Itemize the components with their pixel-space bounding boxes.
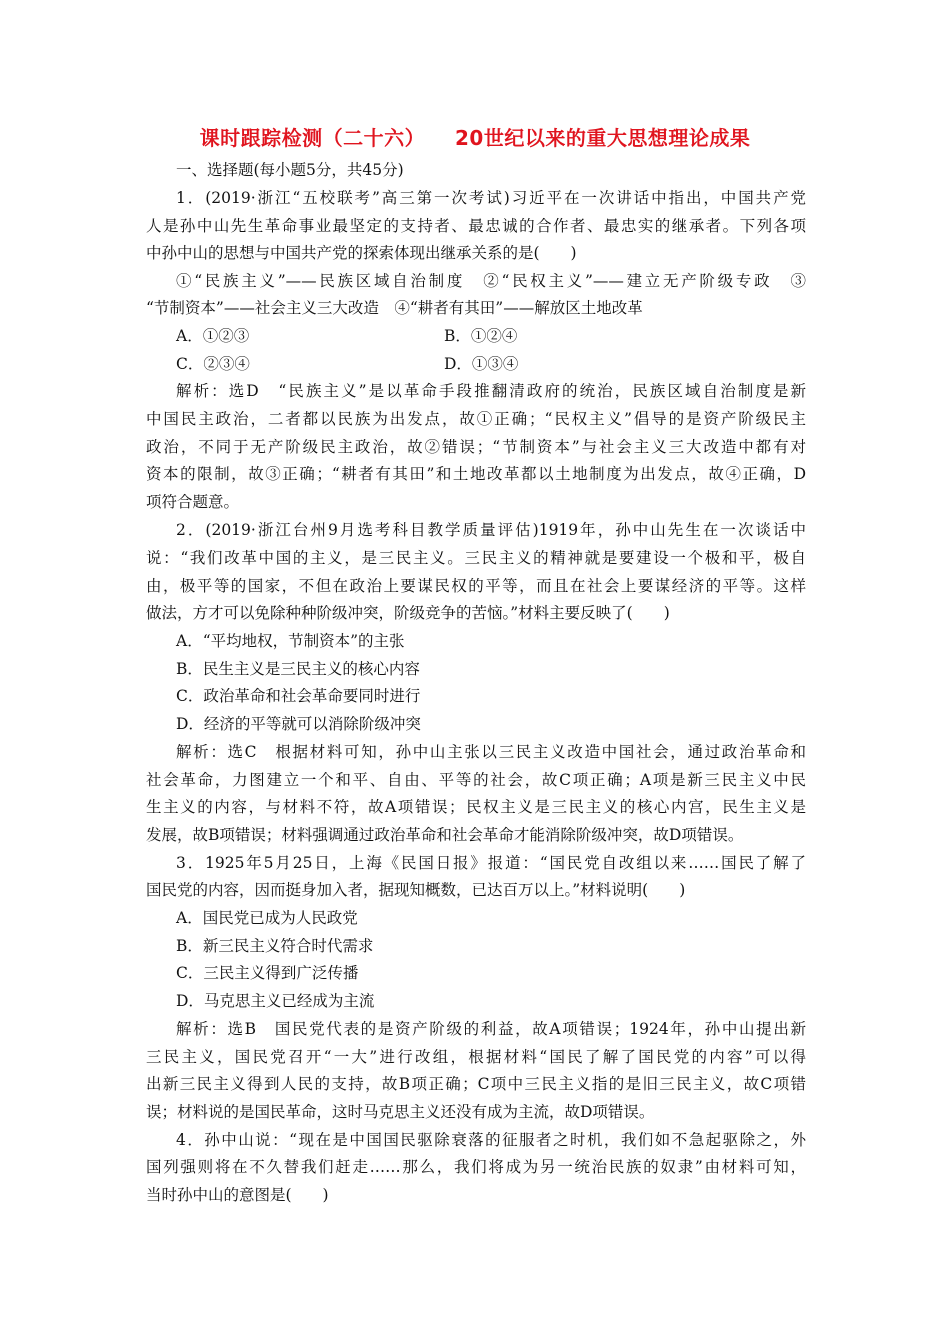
question-stem-line: 4．孙中山说：“现在是中国国民驱除衰落的征服者之时机，我们如不急起驱除之，外 [176, 1131, 806, 1149]
option-a: A．“平均地权，节制资本”的主张 [176, 632, 405, 650]
option-d: D．①③④ [444, 355, 519, 373]
question-stem-line: 国列强则将在不久替我们赶走……那么，我们将成为另一统治民族的奴隶”由材料可知， [146, 1158, 806, 1176]
answer-line: 政治，不同于无产阶级民主政治，故②错误；“节制资本”与社会主义三大改造中都有对 [146, 438, 806, 456]
option-b: B．①②④ [444, 327, 518, 345]
answer-line: 三民主义，国民党召开“一大”进行改组，根据材料“国民了解了国民党的内容”可以得 [146, 1048, 806, 1066]
option-a: A．国民党已成为人民政党 [176, 909, 358, 927]
option-d: D．马克思主义已经成为主流 [176, 992, 375, 1010]
answer-line: 生主义的内容，与材料不符，故A项错误；民权主义是三民主义的核心内宫，民生主义是 [146, 798, 806, 816]
answer-line: 资本的限制，故③正确；“耕者有其田”和土地改革都以土地制度为出发点，故④正确，D [146, 465, 806, 483]
answer-line: 项符合题意。 [146, 493, 240, 511]
question-stem-line: 做法，方才可以免除种种阶级冲突，阶级竞争的苦恼。”材料主要反映了( ) [146, 604, 670, 622]
question-stem-line: 由，极平等的国家，不但在政治上要谋民权的平等，而且在社会上要谋经济的平等。这样 [146, 577, 806, 595]
answer-line: 出新三民主义得到人民的支持，故B项正确；C项中三民主义指的是旧三民主义，故C项错 [146, 1075, 806, 1093]
answer-line: 社会革命，力图建立一个和平、自由、平等的社会，故C项正确；A项是新三民主义中民 [146, 771, 806, 789]
answer-line: 中国民主政治，二者都以民族为出发点，故①正确；“民权主义”倡导的是资产阶级民主 [146, 410, 806, 428]
section-heading: 一、选择题(每小题5分，共45分) [176, 161, 404, 179]
answer-line: 解析：选C 根据材料可知，孙中山主张以三民主义改造中国社会，通过政治革命和 [176, 743, 806, 761]
option-c: C．政治革命和社会革命要同时进行 [176, 687, 421, 705]
question-stem-line: 3．1925年5月25日，上海《民国日报》报道：“国民党自改组以来……国民了解了 [176, 854, 806, 872]
answer-line: 误；材料说的是国民革命，这时马克思主义还没有成为主流，故D项错误。 [146, 1103, 655, 1121]
question-stem-line: 人是孙中山先生革命事业最坚定的支持者、最忠诚的合作者、最忠实的继承者。下列各项 [146, 217, 806, 235]
option-d: D．经济的平等就可以消除阶级冲突 [176, 715, 421, 733]
statement-line: “节制资本”——社会主义三大改造 ④“耕者有其田”——解放区土地改革 [146, 299, 643, 317]
question-stem-line: 中孙中山的思想与中国共产党的探索体现出继承关系的是( ) [146, 244, 577, 262]
question-stem-line: 国民党的内容，因而挺身加入者，据现知概数，已达百万以上。”材料说明( ) [146, 881, 686, 899]
answer-line: 解析：选B 国民党代表的是资产阶级的利益，故A项错误；1924年，孙中山提出新 [176, 1020, 806, 1038]
option-b: B．民生主义是三民主义的核心内容 [176, 660, 420, 678]
question-stem-line: 2．(2019·浙江台州9月选考科目教学质量评估)1919年，孙中山先生在一次谈话中 [176, 521, 806, 539]
question-stem-line: 1．(2019·浙江“五校联考”高三第一次考试)习近平在一次讲话中指出，中国共产党 [176, 189, 806, 207]
answer-line: 解析：选D “民族主义”是以革命手段推翻清政府的统治，民族区域自治制度是新 [176, 382, 806, 400]
statement-line: ①“民族主义”——民族区域自治制度 ②“民权主义”——建立无产阶级专政 ③ [176, 272, 806, 290]
option-a: A．①②③ [176, 327, 250, 345]
question-stem-line: 说：“我们改革中国的主义，是三民主义。三民主义的精神就是要建设一个极和平，极自 [146, 549, 806, 567]
option-b: B．新三民主义符合时代需求 [176, 937, 374, 955]
page-title: 课时跟踪检测（二十六） 20世纪以来的重大思想理论成果 [199, 126, 751, 150]
answer-line: 发展，故B项错误；材料强调通过政治革命和社会革命才能消除阶级冲突，故D项错误。 [146, 826, 744, 844]
question-stem-line: 当时孙中山的意图是( ) [146, 1186, 329, 1204]
option-c: C．三民主义得到广泛传播 [176, 964, 359, 982]
option-c: C．②③④ [176, 355, 250, 373]
